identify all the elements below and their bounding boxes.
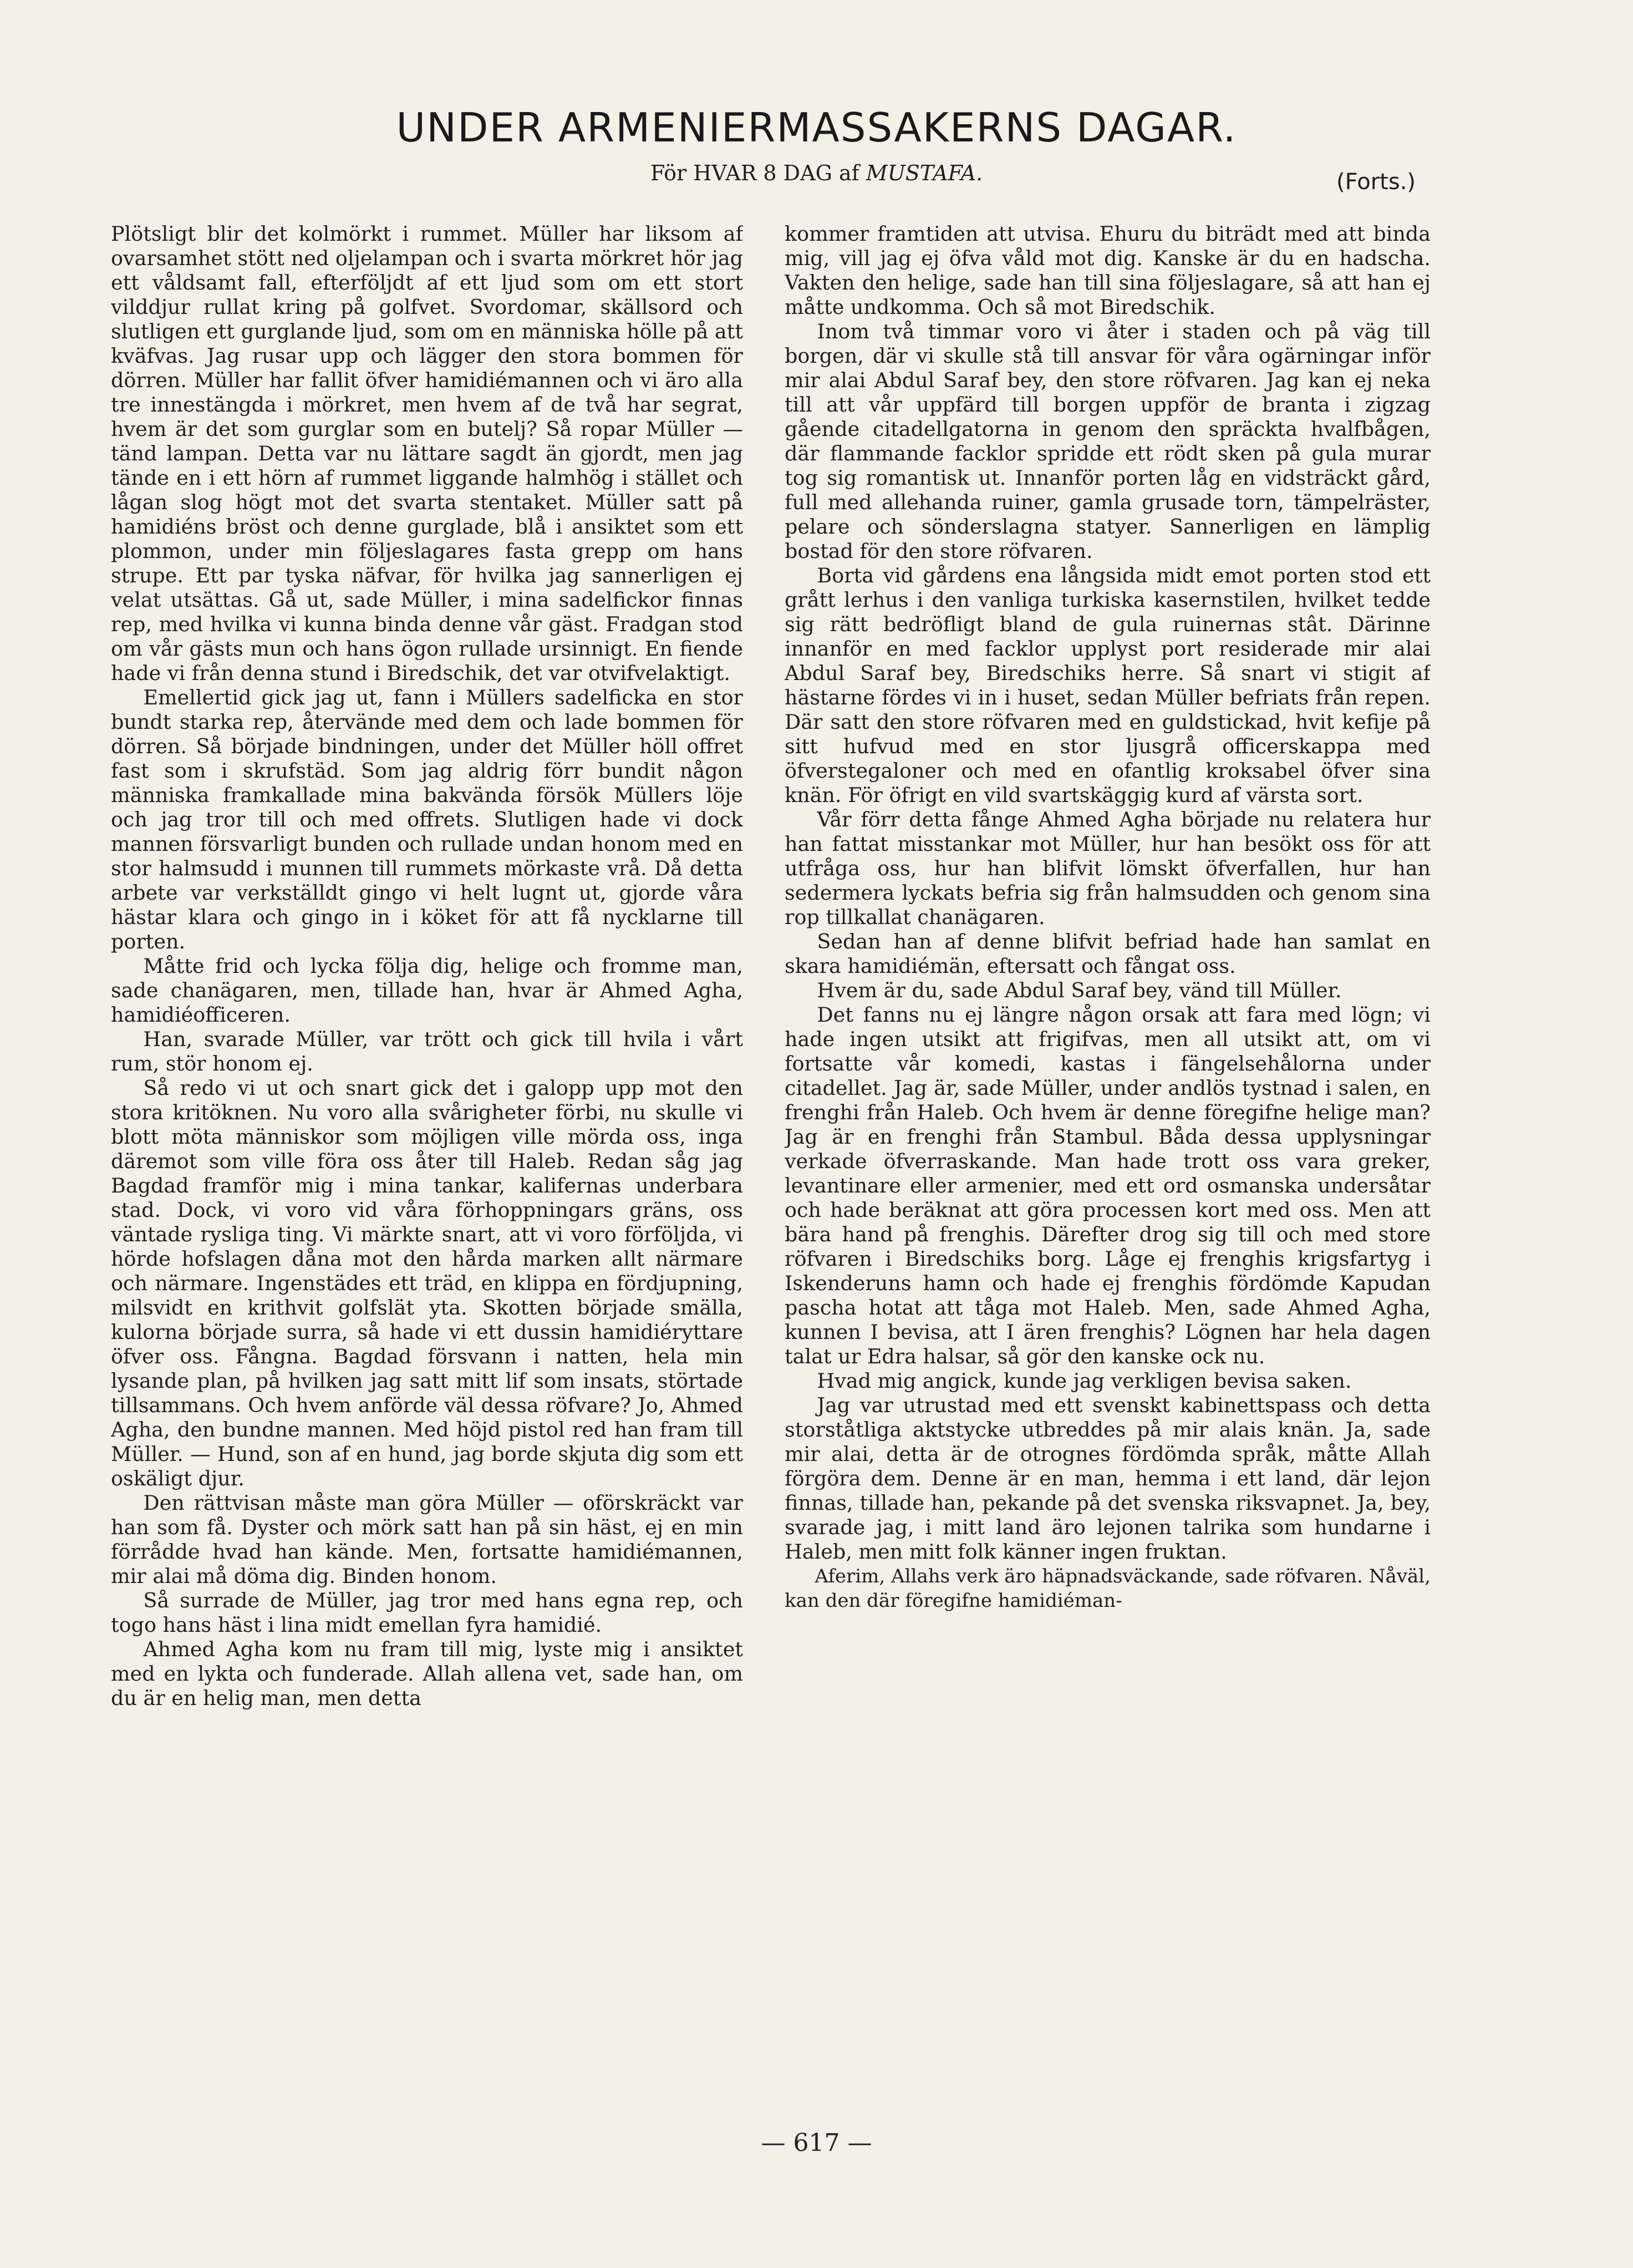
byline-prefix: För HVAR 8 DAG af [650, 161, 859, 185]
continued-label: (Forts.) [1336, 169, 1416, 195]
paragraph: kommer framtiden att utvisa. Ehuru du biträdt med att binda mig, vill jag ej öfva våld mot dig. Kanske är du en hadscha. Vakten den helige, sade han till sina följeslagare, så att han ej måtte undkomma. Och så mot Biredschik. [785, 222, 1431, 319]
paragraph: Ahmed Agha kom nu fram till mig, lyste mig i ansiktet med en lykta och funderade. Allah allena vet, sade han, om du är en helig man, men detta [111, 1637, 743, 1710]
paragraph: Måtte frid och lycka följa dig, helige och fromme man, sade chanägaren, men, tillade han, hvar är Ahmed Agha, hamidiéofficeren. [111, 954, 743, 1027]
paragraph: Jag var utrustad med ett svenskt kabinettspass och detta storståtliga aktstycke utbreddes på mir alais knän. Ja, sade mir alai, detta är de otrognes fördömda språk, måtte Allah förgöra dem. Denne är en man, hemma i ett land, där lejon finnas, tillade han, pekande på det svenska riksvapnet. Ja, bey, svarade jag, i mitt land äro lejonen talrika som hundarne i Haleb, men mitt folk känner ingen fruktan. [785, 1393, 1431, 1564]
paragraph: Den rättvisan måste man göra Müller — oförskräckt var han som få. Dyster och mörk satt han på sin häst, ej en min förrådde hvad han kände. Men, fortsatte hamidiémannen, mir alai må döma dig. Binden honom. [111, 1491, 743, 1588]
paragraph: Plötsligt blir det kolmörkt i rummet. Müller har liksom af ovarsamhet stött ned oljelampan och i svarta mörkret hör jag ett våldsamt fall, efterföljdt af ett ljud som om ett stort vilddjur rullat kring på golfvet. Svordomar, skällsord och slutligen ett gurglande ljud, som om en människa hölle på att kväfvas. Jag rusar upp och lägger den stora bommen för dörren. Müller har fallit öfver hamidiémannen och vi äro alla tre innestängda i mörkret, men hvem af de två har segrat, hvem är det som gurglar som en butelj? Så ropar Müller — tänd lampan. Detta var nu lättare sagdt än gjordt, men jag tände en i ett hörn af rummet liggande halmhög i stället och lågan slog högt mot det svarta stentaket. Müller satt på hamidiéns bröst och denne gurglade, blå i ansiktet som ett plommon, under min följeslagares fasta grepp om hans strupe. Ett par tyska näfvar, för hvilka jag sannerligen ej velat utsättas. Gå ut, sade Müller, i mina sadelfickor finnas rep, med hvilka vi kunna binda denne vår gäst. Fradgan stod om vår gästs mun och hans ögon rullade ursinnigt. En fiende hade vi från denna stund i Biredschik, det var otvifvelaktigt. [111, 222, 743, 685]
paragraph: Det fanns nu ej längre någon orsak att fara med lögn; vi hade ingen utsikt att frigifvas, men all utsikt att, om vi fortsatte vår komedi, kastas i fängelsehålorna under citadellet. Jag är, sade Müller, under andlös tystnad i salen, en frenghi från Haleb. Och hvem är denne föregifne helige man? Jag är en frenghi från Stambul. Båda dessa upplysningar verkade öfverraskande. Man hade trott oss vara greker, levantinare eller armenier, med ett ord osmanska undersåtar och hade beräknat att göra processen kort med oss. Men att bära hand på frenghis. Därefter drog sig till och med store röfvaren i Biredschiks borg. Låge ej frenghis krigsfartyg i Iskenderuns hamn och hade ej frenghis fördömde Kapudan pascha hotat att tåga mot Haleb. Men, sade Ahmed Agha, kunnen I bevisa, att I ären frenghis? Lögnen har hela dagen talat ur Edra halsar, så gör den kanske ock nu. [785, 1003, 1431, 1368]
paragraph: Hvad mig angick, kunde jag verkligen bevisa saken. [817, 1369, 1352, 1393]
paragraph: Hvem är du, sade Abdul Saraf bey, vänd till Müller. [817, 978, 1342, 1002]
left-column [111, 222, 743, 2108]
paragraph: Vår förr detta fånge Ahmed Agha började nu relatera hur han fattat misstankar mot Müller, hur han besökt oss för att utfråga oss, hur han blifvit lömskt öfverfallen, hur han sedermera lyckats befria sig från halmsudden och genom sina rop tillkallat chanägaren. [785, 808, 1431, 929]
right-column [785, 222, 1431, 2108]
byline-author: MUSTAFA. [866, 161, 983, 185]
paragraph: Borta vid gårdens ena långsida midt emot porten stod ett grått lerhus i den vanliga turkiska kasernstilen, hvilket tedde sig rätt bedröfligt bland de gula ruinernas stât. Därinne innanför en med facklor upplyst port residerade mir alai Abdul Saraf bey, Biredschiks herre. Så snart vi stigit af hästarne fördes vi in i huset, sedan Müller befriats från repen. Där satt den store röfvaren med en guldstickad, hvit kefije på sitt hufvud med en stor ljusgrå officerskappa med öfverstegaloner och med en ofantlig kroksabel öfver sina knän. För öfrigt en vild svartskäggig kurd af värsta sort. [785, 564, 1431, 807]
paragraph: Så redo vi ut och snart gick det i galopp upp mot den stora kritöknen. Nu voro alla svårigheter förbi, nu skulle vi blott möta människor som möjligen ville mörda oss, inga däremot som ville föra oss åter till Haleb. Redan såg jag Bagdad framför mig i mina tankar, kalifernas underbara stad. Dock, vi voro vid våra förhoppningars gräns, oss väntade rysliga ting. Vi märkte snart, att vi voro förföljda, vi hörde hofslagen dåna mot den hårda marken allt närmare och närmare. Ingenstädes ett träd, en klippa en fördjupning, milsvidt en krithvit golfslät yta. Skotten började smälla, kulorna började surra, så hade vi ett dussin hamidiéryttare öfver oss. Fångna. Bagdad försvann i natten, hela min lysande plan, på hvilken jag satt mitt lif som insats, störtade tillsammans. Och hvem anförde väl dessa röfvare? Jo, Ahmed Agha, den bundne mannen. Med höjd pistol red han fram till Müller. — Hund, son af en hund, jag borde skjuta dig som ett oskäligt djur. [111, 1076, 743, 1490]
paragraph: Emellertid gick jag ut, fann i Müllers sadelficka en stor bundt starka rep, återvände med dem och lade bommen för dörren. Så började bindningen, under det Müller höll offret fast som i skrufstäd. Som jag aldrig förr bundit någon människa framkallade mina bakvända försök Müllers löje och jag tror till och med offrets. Slutligen hade vi dock mannen försvarligt bunden och rullade undan honom med en stor halmsudd i munnen till rummets mörkaste vrå. Då detta arbete var verkställdt gingo vi helt lugnt ut, gjorde våra hästar klara och gingo in i köket för att få nycklarne till porten. [111, 686, 743, 953]
paragraph: Han, svarade Müller, var trött och gick till hvila i vårt rum, stör honom ej. [111, 1027, 743, 1075]
paragraph: Aferim, Allahs verk äro häpnadsväckande, sade röfvaren. Nåväl, kan den där föregifne hamidiéman- [785, 1565, 1431, 1612]
page-number: — 617 — [761, 2129, 872, 2157]
paragraph: Sedan han af denne blifvit befriad hade han samlat en skara hamidiémän, eftersatt och fångat oss. [785, 930, 1431, 978]
paragraph: Så surrade de Müller, jag tror med hans egna rep, och togo hans häst i lina midt emellan fyra hamidié. [111, 1589, 743, 1637]
article-title: UNDER ARMENIERMASSAKERNS DAGAR. [396, 104, 1237, 151]
paragraph: Inom två timmar voro vi åter i staden och på väg till borgen, där vi skulle stå till ansvar för våra ogärningar inför mir alai Abdul Saraf bey, den store röfvaren. Jag kan ej neka till att vår uppfärd till borgen uppför de branta i zigzag gående citadellgatorna in genom den spräckta hvalfbågen, där flammande facklor spridde ett rödt sken på gula murar tog sig romantisk ut. Innanför porten låg en vidsträckt gård, full med allehanda ruiner, gamla grusade torn, tämpelräster, pelare och sönderslagna statyer. Sannerligen en lämplig bostad för den store röfvaren. [785, 319, 1431, 563]
